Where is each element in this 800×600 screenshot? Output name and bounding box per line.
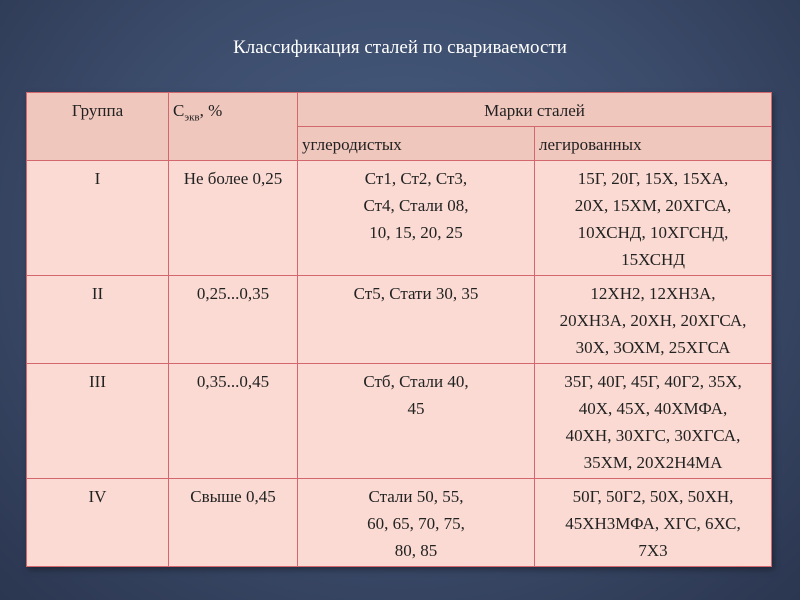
carbon-grades-cell bbox=[298, 276, 535, 364]
ceq-cell: Свыше 0,45 bbox=[169, 479, 298, 567]
header-group: Группа bbox=[27, 93, 169, 161]
table-row bbox=[27, 276, 772, 364]
grade-line: 50Г, 50Г2, 50Х, 50ХН, bbox=[572, 487, 734, 506]
grade-line: 40Х, 45Х, 40ХМФА, bbox=[578, 399, 728, 418]
ceq-cell: Не более 0,25 bbox=[169, 161, 298, 276]
header-row-main bbox=[27, 93, 772, 127]
grade-line: 80, 85 bbox=[394, 541, 438, 560]
grade-line: 35Г, 40Г, 45Г, 40Г2, 35Х, bbox=[564, 372, 742, 391]
grade-line: 15ХСНД bbox=[621, 250, 685, 269]
alloy-grades-cell bbox=[535, 479, 772, 567]
alloy-grades-cell bbox=[535, 364, 772, 479]
carbon-grades-cell bbox=[298, 161, 535, 276]
group-cell: I bbox=[27, 161, 169, 276]
table-row bbox=[27, 364, 772, 479]
grade-line: Стали 50, 55, bbox=[368, 487, 464, 506]
grade-line: Стб, Стали 40, bbox=[363, 372, 469, 391]
table-row bbox=[27, 161, 772, 276]
header-ceq-sub: экв bbox=[184, 111, 200, 124]
table-row bbox=[27, 479, 772, 567]
steel-weldability-table bbox=[26, 92, 772, 567]
grade-line: 20ХН3А, 20ХН, 20ХГСА, bbox=[559, 311, 747, 330]
grade-line: 45 bbox=[407, 399, 425, 418]
carbon-grades-cell bbox=[298, 364, 535, 479]
header-grades: Марки сталей bbox=[298, 93, 772, 127]
group-cell: III bbox=[27, 364, 169, 479]
grade-line: 10ХСНД, 10ХГСНД, bbox=[577, 223, 729, 242]
header-carbon: углеродистых bbox=[298, 127, 535, 161]
header-alloy: легированных bbox=[535, 127, 772, 161]
grade-line: Ст5, Стати 30, 35 bbox=[353, 284, 479, 303]
alloy-grades-cell bbox=[535, 161, 772, 276]
grade-line: 12ХН2, 12ХН3А, bbox=[590, 284, 716, 303]
ceq-cell: 0,35...0,45 bbox=[169, 364, 298, 479]
grade-line: 40ХН, 30ХГС, 30ХГСА, bbox=[565, 426, 741, 445]
grade-line: 20Х, 15ХМ, 20ХГСА, bbox=[574, 196, 732, 215]
grade-line: 60, 65, 70, 75, bbox=[367, 514, 465, 533]
grade-line: 30Х, 3ОХМ, 25ХГСА bbox=[575, 338, 731, 357]
carbon-grades-cell bbox=[298, 479, 535, 567]
header-ceq-unit: , % bbox=[199, 101, 223, 120]
grade-line: 45ХН3МФА, ХГС, 6ХС, bbox=[565, 514, 741, 533]
grade-line: 15Г, 20Г, 15Х, 15ХА, bbox=[577, 169, 729, 188]
group-cell: IV bbox=[27, 479, 169, 567]
grade-line: Ст1, Ст2, Ст3, bbox=[364, 169, 468, 188]
grade-line: Ст4, Стали 08, bbox=[363, 196, 469, 215]
grade-line: 7Х3 bbox=[638, 541, 668, 560]
grade-line: 10, 15, 20, 25 bbox=[369, 223, 463, 242]
group-cell: II bbox=[27, 276, 169, 364]
grade-line: 35ХМ, 20Х2Н4МА bbox=[583, 453, 723, 472]
slide-title: Классификация сталей по свариваемости bbox=[233, 37, 567, 58]
alloy-grades-cell bbox=[535, 276, 772, 364]
header-ceq bbox=[169, 93, 298, 161]
ceq-cell: 0,25...0,35 bbox=[169, 276, 298, 364]
header-ceq-main: С bbox=[173, 101, 185, 120]
